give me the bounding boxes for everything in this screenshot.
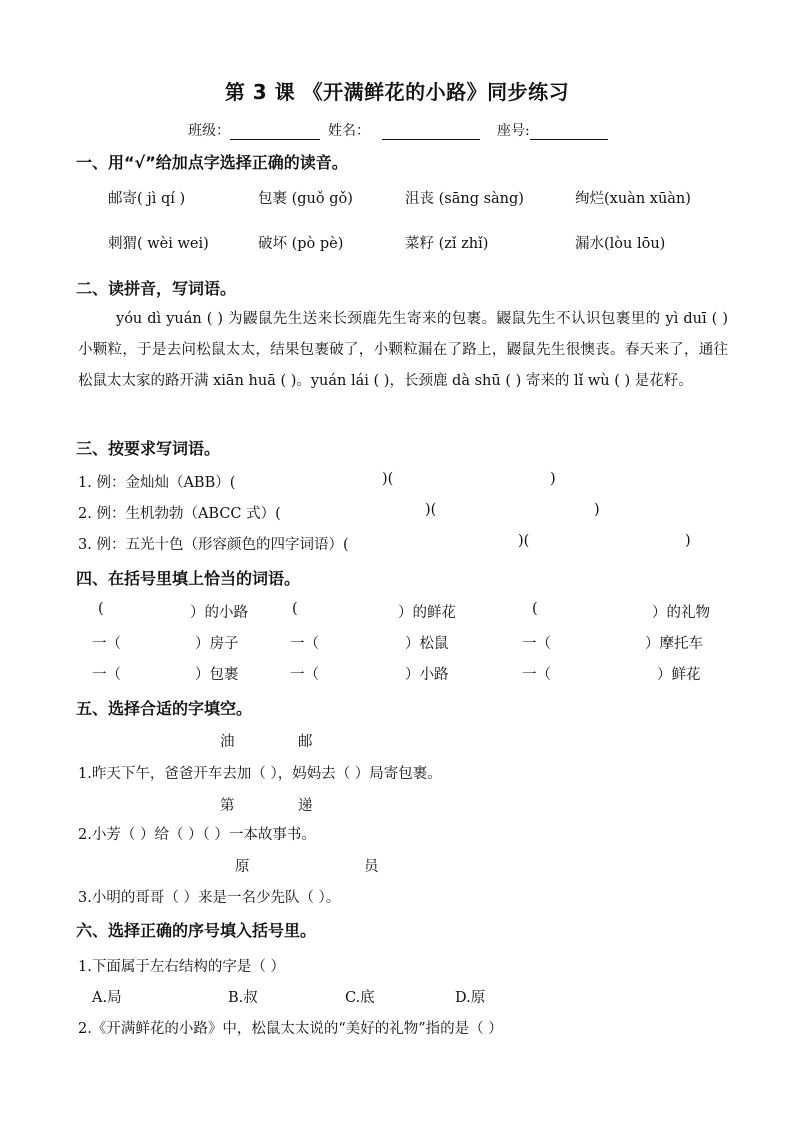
choice-char: 递 [298, 798, 313, 814]
fill-item: ）小路 [405, 667, 449, 683]
fill-item: ）鲜花 [657, 667, 701, 683]
pinyin-paragraph: yóu dì yuán ( ) 为鼹鼠先生送来长颈鹿先生寄来的包裹。鼹鼠先生不认识包裹里的 yì duī ( ) 小颗粒，于是去问松鼠太太，结果包裹破了，小颗粒漏在了路上，鼹鼠先生很懊丧。春天来了，通往松鼠太太家的路开满 xiān huā ( )。yuán lái ( )，长颈鹿 dà shū ( ) 寄来的 lǐ wù ( ) 是花籽。 [78, 311, 728, 389]
word-task-1-close: ) [550, 471, 556, 487]
paren-open: ( [532, 601, 538, 617]
word-task-3: 3. 例：五光十色（形容颜色的四字词语）( [78, 537, 349, 553]
choice-char: 邮 [298, 734, 313, 750]
name-blank[interactable] [382, 125, 480, 140]
fill-item: ）的鲜花 [398, 605, 456, 621]
fill-item: ）摩托车 [645, 636, 703, 652]
fill-item: ）包裹 [195, 667, 239, 683]
section-2-heading: 二、读拼音，写词语。 [76, 279, 237, 298]
section-3-heading: 三、按要求写词语。 [76, 439, 221, 458]
pinyin-item: 包裹 (guǒ gǒ) [258, 191, 353, 207]
paren-open: 一（ [522, 667, 551, 683]
class-blank[interactable] [230, 125, 320, 140]
fill-sentence-3: 3.小明的哥哥（ ）来是一名少先队（ ）。 [78, 890, 341, 906]
seat-label: 座号: [497, 123, 530, 139]
fill-sentence-1: 1.昨天下午，爸爸开车去加（ ），妈妈去（ ）局寄包裹。 [78, 766, 442, 782]
option-c: C.底 [345, 990, 375, 1006]
seat-field [497, 120, 608, 140]
seat-blank[interactable] [530, 125, 608, 140]
word-task-1: 1. 例：金灿灿（ABB）( [78, 475, 236, 491]
name-label: 姓名： [328, 123, 370, 139]
name-field [328, 120, 480, 140]
page-title: 第 3 课 《开满鲜花的小路》同步练习 [224, 80, 570, 104]
fill-item: ）的小路 [190, 605, 248, 621]
word-task-2-paren: )( [425, 502, 437, 518]
choice-char: 油 [220, 734, 235, 750]
paren-open: ( [98, 601, 104, 617]
fill-sentence-2: 2.小芳（ ）给（ ）（ ）一本故事书。 [78, 827, 316, 843]
option-a: A.局 [92, 990, 122, 1006]
class-field [188, 120, 320, 140]
word-task-3-close: ) [685, 533, 691, 549]
pinyin-item: 绚烂(xuàn xūàn) [575, 191, 691, 207]
paren-open: 一（ [290, 667, 319, 683]
section-5-heading: 五、选择合适的字填空。 [76, 699, 253, 718]
choice-question-1: 1.下面属于左右结构的字是（ ） [78, 959, 285, 975]
option-b: B.叔 [228, 990, 258, 1006]
pinyin-item: 漏水(lòu lōu) [575, 236, 666, 252]
fill-item: ）松鼠 [405, 636, 449, 652]
word-task-2: 2. 例：生机勃勃（ABCC 式）( [78, 506, 281, 522]
paren-open: 一（ [92, 667, 121, 683]
fill-item: ）的礼物 [652, 605, 710, 621]
pinyin-item: 菜籽 (zǐ zhǐ) [405, 236, 489, 252]
choice-question-2: 2.《开满鲜花的小路》中，松鼠太太说的“美好的礼物”指的是（ ） [78, 1021, 503, 1037]
pinyin-item: 刺猬( wèi wei) [108, 236, 209, 252]
section-4-heading: 四、在括号里填上恰当的词语。 [76, 569, 301, 588]
option-d: D.原 [455, 990, 486, 1006]
section-1-heading: 一、用“√”给加点字选择正确的读音。 [76, 153, 348, 172]
choice-char: 员 [364, 859, 379, 875]
pinyin-item: 邮寄( jì qí ) [108, 191, 186, 207]
section-6-heading: 六、选择正确的序号填入括号里。 [76, 921, 317, 940]
paren-open: 一（ [290, 636, 319, 652]
class-label: 班级： [188, 123, 230, 139]
paren-open: 一（ [522, 636, 551, 652]
word-task-1-paren: )( [382, 471, 394, 487]
choice-char: 第 [220, 798, 235, 814]
word-task-2-close: ) [594, 502, 600, 518]
paren-open: 一（ [92, 636, 121, 652]
word-task-3-paren: )( [518, 533, 530, 549]
fill-item: ）房子 [195, 636, 239, 652]
pinyin-item: 沮丧 (sāng sàng) [405, 191, 524, 207]
pinyin-item: 破坏 (pò pè) [258, 236, 344, 252]
choice-char: 原 [235, 859, 250, 875]
paren-open: ( [292, 601, 298, 617]
